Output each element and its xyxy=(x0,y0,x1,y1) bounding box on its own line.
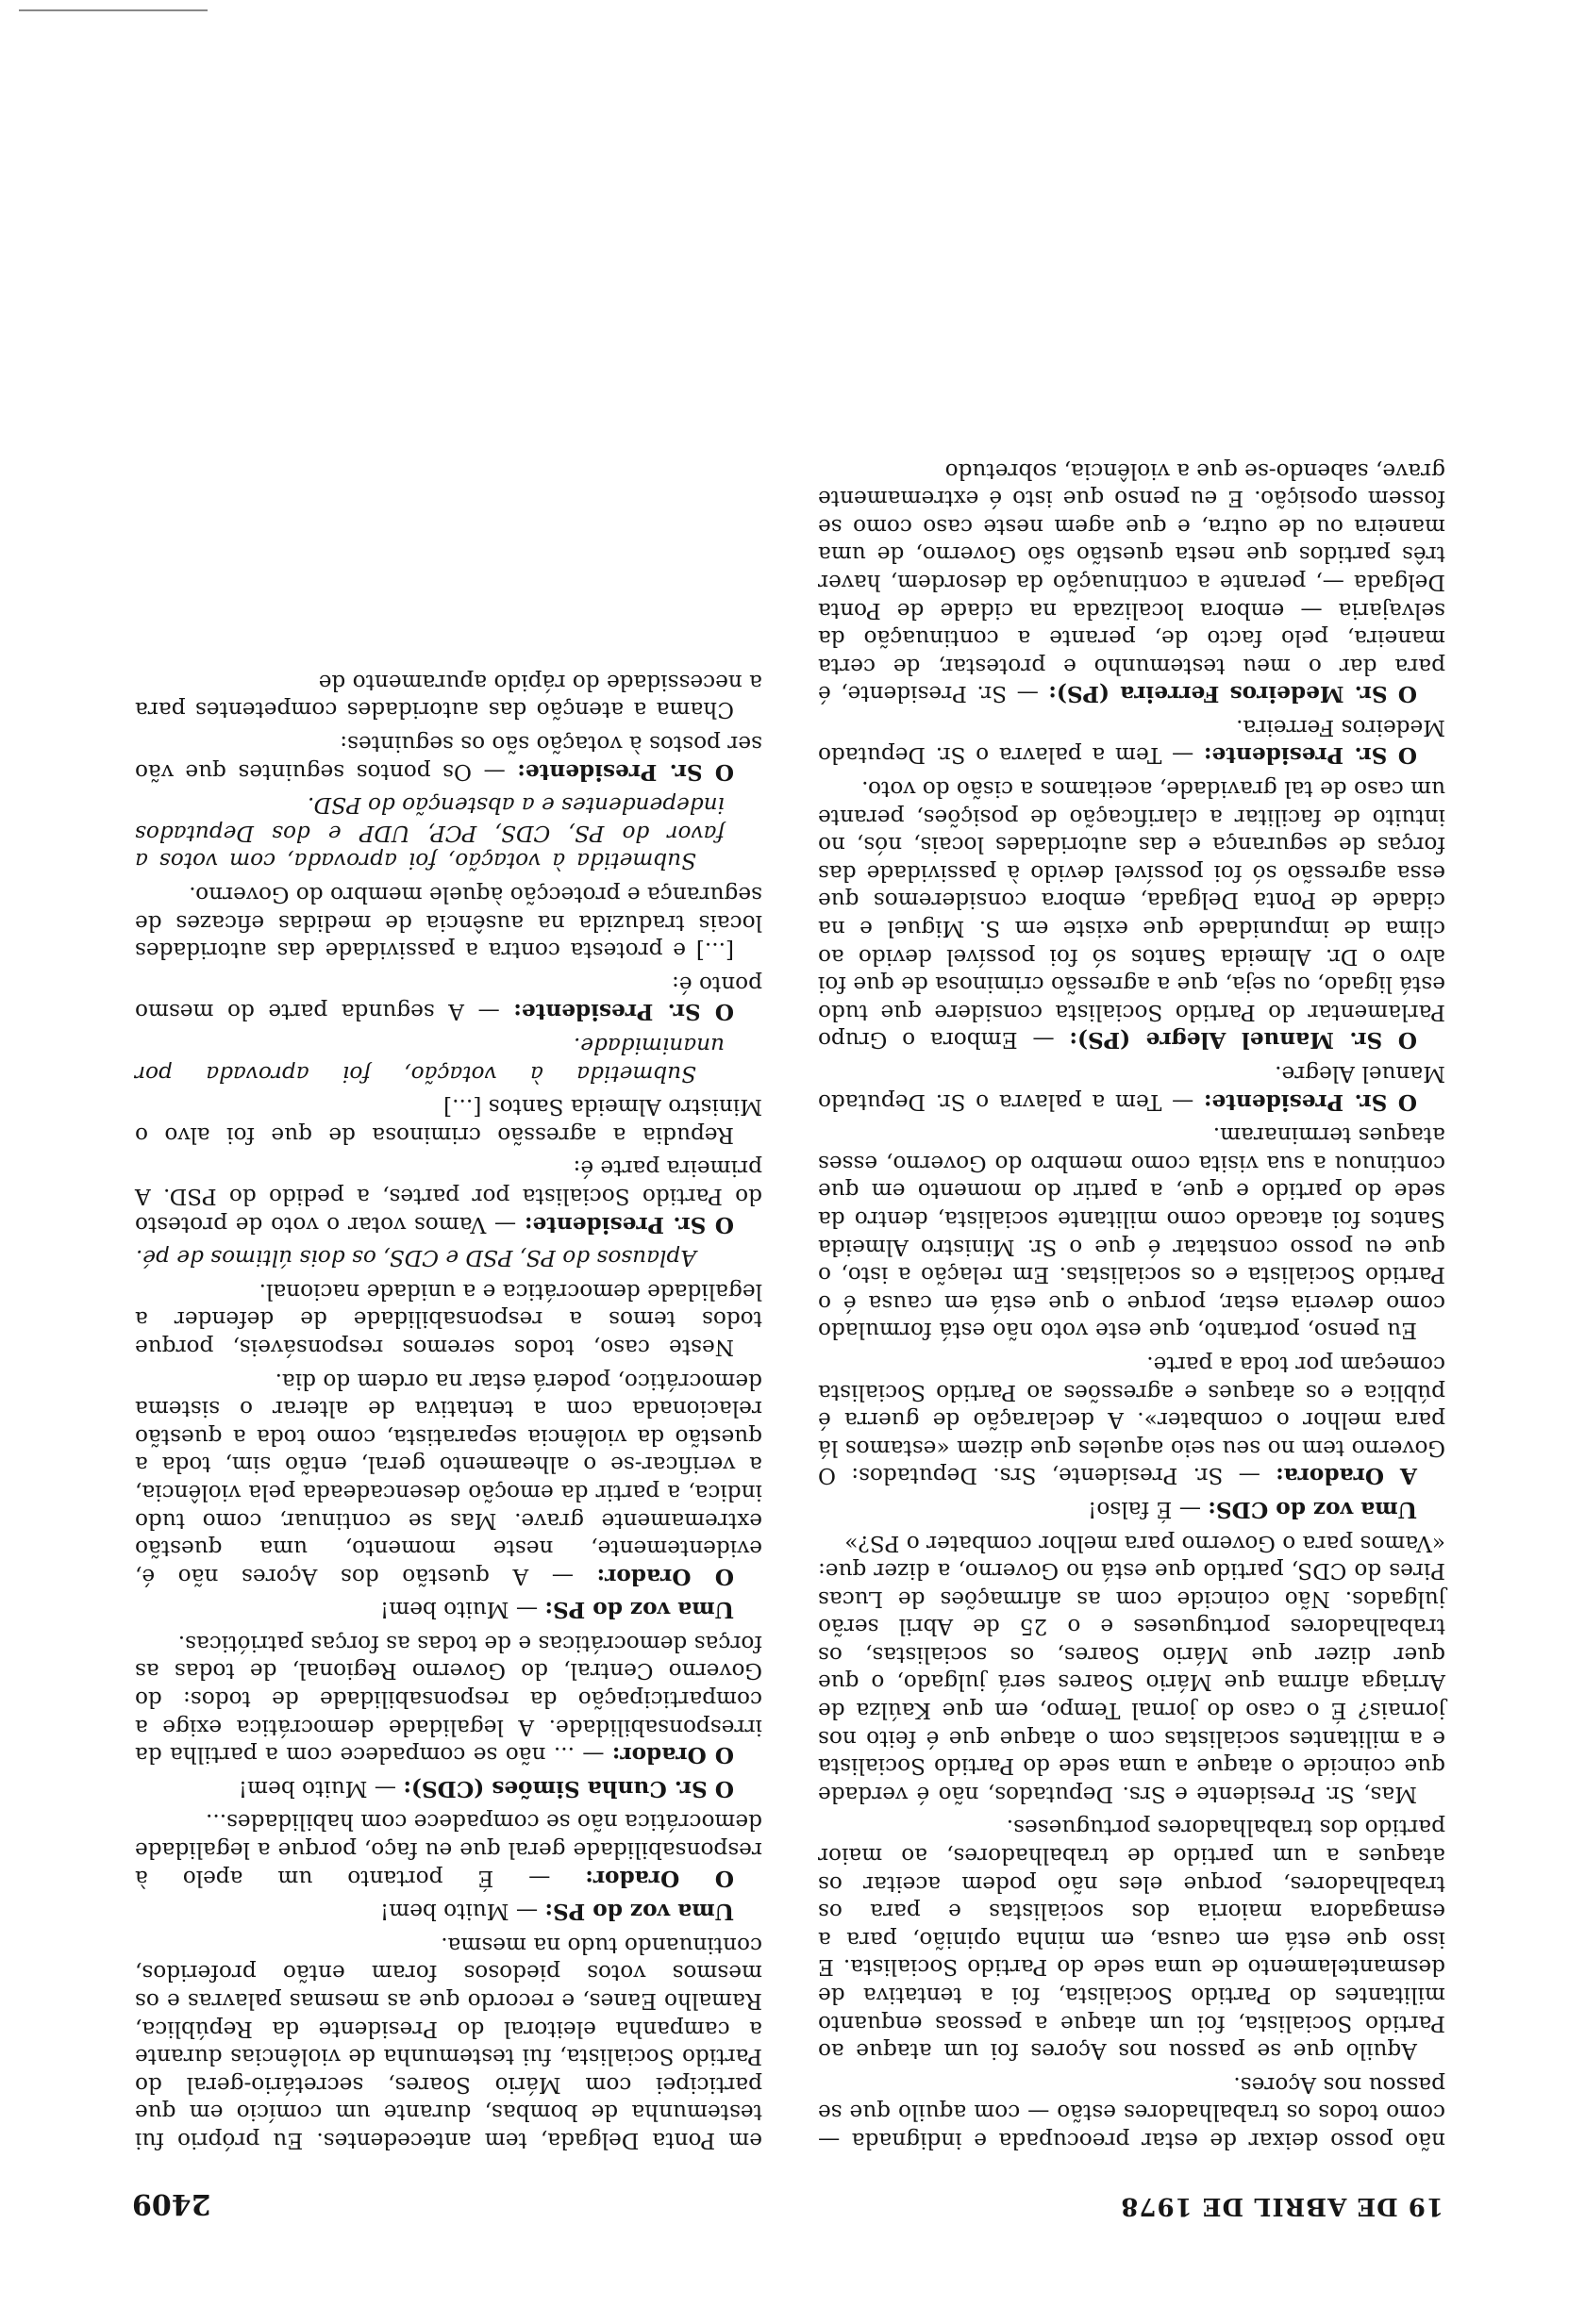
speech-text: — Muito bem! xyxy=(238,1775,396,1801)
speech xyxy=(135,730,762,786)
scan-edge-line xyxy=(19,9,208,11)
speaker-label: Uma voz do PS: xyxy=(544,1899,734,1925)
speech xyxy=(135,1367,762,1590)
speech-text: — Muito bem! xyxy=(379,1597,539,1623)
quoted-text: [...] e protesta contra a passividade das autoridades locais traduzida na ausência de medidas eficazes de segurança e protecção àquele membro do Governo. xyxy=(135,882,762,964)
speech xyxy=(135,970,762,1025)
speaker-label: O Sr. Presidente: xyxy=(1203,1088,1417,1115)
vote-result-note: Submetida à votação, foi aprovada por unanimidade. xyxy=(135,1033,725,1087)
paragraph: Neste caso, todos seremos responsáveis, porque todos temos a responsabilidade de defender a legalidade democrática e a unidade nacional. xyxy=(135,1278,762,1360)
speaker-label: Uma voz do CDS: xyxy=(1208,1496,1417,1522)
paragraph: Aquilo que se passou nos Açores foi um ataque ao Partido Socialista, foi um ataque a pessoas enquanto militantes do Partido Socialista, foi a tentativa de desmantelamento de uma sede do Partido Socialista. E isso que está em causa, em minha opinião, para a esmagadora maioria dos socialistas e para os trabalhadores, porque eles não podem aceitar os ataques a um partido de trabalhadores, ao maior partido dos trabalhadores portugueses. xyxy=(818,1815,1445,2065)
page-header xyxy=(132,2183,1443,2220)
speech-text: — Sr. Presidente, Srs. Deputados: O Governo tem no seu seio aqueles que dizem «estamos lá para melhor o combater». A declaração de guerra é pública e os ataques e agressões ao Partido Socialista começam por toda a parte. xyxy=(817,1351,1445,1489)
speech xyxy=(135,1808,762,1892)
speech-text: — A segunda parte do mesmo ponto é: xyxy=(134,971,762,1025)
speech xyxy=(135,1596,762,1624)
applause-note: Aplausos do PS, PSD e CDS, os dois últimos de pé. xyxy=(135,1245,696,1271)
speech xyxy=(818,713,1445,769)
speaker-label: A Oradora: xyxy=(1276,1463,1417,1489)
speech-text: — Os pontos seguintes que vão ser postos à votação são os seguintes: xyxy=(134,731,762,785)
speech-text: — Muito bem! xyxy=(379,1899,539,1925)
speaker-label: Uma voz do PS: xyxy=(544,1597,734,1623)
speech xyxy=(818,1059,1445,1115)
speech xyxy=(135,1629,762,1768)
speaker-label: O Orador: xyxy=(585,1865,734,1891)
speaker-label: O Sr. Presidente: xyxy=(517,758,734,785)
speech-text: — É portanto um apelo à responsabilidade geral que eu faço, porque a legalidade democrática não se compadece com habilidades... xyxy=(135,1809,762,1891)
left-column xyxy=(818,451,1445,2154)
speaker-label: O Sr. Medeiros Ferreira (PS): xyxy=(1048,681,1417,707)
paragraph: não posso deixar de estar preocupada e indignada — como todos os trabalhadores estão — com aquilo que se passou nos Açores. xyxy=(818,2071,1445,2153)
speech xyxy=(135,1898,762,1926)
speech-text: — Tem a palavra o Sr. Deputado Manuel Alegre. xyxy=(817,1061,1445,1115)
speaker-label: O Orador: xyxy=(611,1742,734,1768)
speech-text: — Tem a palavra o Sr. Deputado Medeiros Ferreira. xyxy=(817,714,1445,769)
vote-result-note: Submetida à votação, foi aprovada, com votos a favor do PS, CDS, PCP, UDP e dos Deputados independentes e a abstenção do PSD. xyxy=(135,792,725,874)
speech xyxy=(135,1774,762,1802)
speech-text: — A questão dos Açores não é, evidentemente, neste momento, uma questão extremamente grave. Mas se continuar, como tudo indica, a partir da emoção desencadeada pela violência, a verificar-se o alheamento geral, então sim, toda a questão da violência separatista, como toda a questão relacionada com a tentativa de alterar o sistema democrático, poderá estar na ordem do dia. xyxy=(135,1368,762,1589)
speaker-label: O Sr. Presidente: xyxy=(1203,742,1417,769)
speaker-label: O Sr. Manuel Alegre (PS): xyxy=(1069,1027,1417,1054)
speech xyxy=(135,1154,762,1238)
speaker-label: O Sr. Presidente: xyxy=(524,1211,734,1237)
page-number: 2409 xyxy=(132,2187,211,2220)
speech xyxy=(818,775,1445,1054)
paragraph: em Ponta Delgada, tem antecedentes. Eu próprio fui testemunha de bombas, durante um comício em que participei com Mário Soares, secretário-geral do Partido Socialista, fui testemunha de violências durante a campanha eleitoral do Presidente da República, Ramalho Eanes, e recordo que as mesmas palavras e os mesmos votos piedosos foram então proferidos, continuando tudo na mesma. xyxy=(135,1932,762,2153)
speech-text: — ... não se compadece com a partilha da irresponsabilidade. A legalidade democrática exige a comparticipação da responsabilidade de todos: do Governo Central, do Governo Regional, de todas as forças democráticas e de todas as forças patrióticas. xyxy=(135,1630,762,1768)
speech xyxy=(818,456,1445,707)
paragraph: Mas, Sr. Presidente e Srs. Deputados, não é verdade que coincide o ataque a uma sede do Partido Socialista e a militantes socialistas com o ataque que é feito nos jornais? É o caso do jornal Tempo, em que Kaúlza de Arriaga afirma que Mário Soares será julgado, o que quer dizer que Mário Soares, os socialistas, os trabalhadores portugueses e o 25 de Abril serão julgados. Não coincide com as afirmações de Lucas Pires do CDS, partido que está no Governo, a dizer que: «Vamos para o Governo para melhor combater o PS?» xyxy=(818,1530,1445,1807)
speech-text: — Sr. Presidente, é para dar o meu testemunho e protestar, de certa maneira, pelo facto de, perante a continuação da selvajaria — embora localizada na cidade de Ponta Delgada —, perante a continuação da desordem, haver três partidos que nesta questão são Governo, de uma maneira ou de outra, e que agem neste caso como se fossem oposição. E eu penso que isto é extremamente grave, sabendo-se que a violência, sobretudo xyxy=(818,457,1445,707)
header-date: 19 DE ABRIL DE 1978 xyxy=(1120,2192,1443,2220)
speech-text: — Vamos votar o voto de protesto do Partido Socialista por partes, a pedido do PSD. A primeira parte é: xyxy=(134,1155,762,1237)
quoted-text: Repudia a agressão criminosa de que foi alvo o Ministro Almeida Santos [...] xyxy=(135,1094,762,1148)
paragraph: Eu penso, portanto, que este voto não está formulado como deveria estar, porque o que está em causa é o Partido Socialista e os socialistas. Em relação a isto, o que eu posso constatar é que o Sr. Ministro Almeida Santos foi atacado como militante socialista, dentro da sede do partido e que, a partir do momento em que continuou a sua visita como membro do Governo, esses ataques terminaram. xyxy=(818,1122,1445,1344)
speech xyxy=(818,1495,1445,1523)
quoted-text: Chama a atenção das autoridades competentes para a necessidade do rápido apuramento de xyxy=(135,669,762,723)
speaker-label: O Sr. Presidente: xyxy=(513,999,734,1025)
speech-text: — Embora o Grupo Parlamentar do Partido Socialista considere que tudo está ligado, ou seja, que a agressão criminosa de que foi alvo o Dr. Almeida Santos só foi possível devido ao clima de impunidade que existe em S. Miguel e na cidade de Ponta Delgada, embora consideremos que essa agressão só foi possível devido à passividade das forças de segurança e das autoridades locais, nós, no intuito de facilitar a clarificação de posições, perante um caso de tal gravidade, aceitamos a cisão do voto. xyxy=(817,776,1445,1054)
speaker-label: O Orador: xyxy=(596,1563,734,1589)
right-column xyxy=(135,662,762,2154)
speech-text: — É falso! xyxy=(1088,1496,1201,1522)
speech xyxy=(818,1350,1445,1489)
speaker-label: O Sr. Cunha Simões (CDS): xyxy=(403,1775,734,1801)
